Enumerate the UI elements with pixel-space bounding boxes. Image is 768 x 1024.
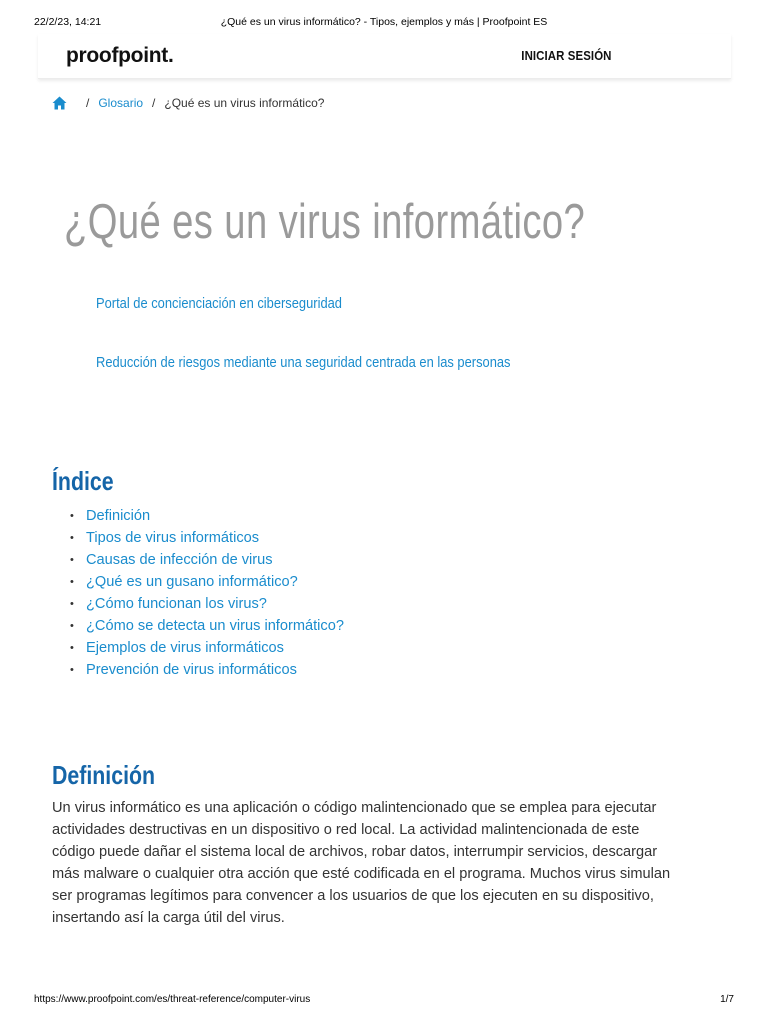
- bullet-icon: •: [70, 664, 74, 676]
- promo-link-awareness-portal[interactable]: Portal de concienciación en ciberseguridad: [96, 295, 342, 312]
- promo-link-people-centric-security[interactable]: Reducción de riesgos mediante una seguridad centrada en las personas: [96, 354, 511, 371]
- toc-link-gusano[interactable]: ¿Qué es un gusano informático?: [86, 574, 298, 590]
- definition-paragraph: [52, 797, 732, 929]
- bullet-icon: •: [70, 554, 74, 566]
- bullet-icon: •: [70, 620, 74, 632]
- definition-heading: Definición: [52, 760, 156, 790]
- page-title: ¿Qué es un virus informático?: [64, 195, 586, 249]
- bullet-icon: •: [70, 576, 74, 588]
- breadcrumb-separator: /: [86, 96, 90, 110]
- definition-line: Un virus informático es una aplicación o código malintencionado que se emplea para ejecutar: [52, 800, 657, 816]
- home-icon[interactable]: [52, 96, 67, 110]
- definition-line: más malware o cualquier otra acción que esté codificada en el programa. Muchos virus simulan: [52, 866, 671, 882]
- toc-item: [70, 593, 344, 615]
- toc-item: [70, 549, 344, 571]
- toc-item: [70, 659, 344, 681]
- table-of-contents: [70, 505, 344, 681]
- toc-item: [70, 527, 344, 549]
- print-page-number: 1/7: [720, 994, 734, 1005]
- bullet-icon: •: [70, 642, 74, 654]
- site-header: [38, 34, 731, 79]
- toc-link-funcionan[interactable]: ¿Cómo funcionan los virus?: [86, 596, 267, 612]
- bullet-icon: •: [70, 598, 74, 610]
- logo-text: proofpoint: [66, 44, 168, 67]
- logo-dot: .: [167, 44, 174, 67]
- proofpoint-logo[interactable]: [66, 44, 174, 68]
- index-heading: Índice: [52, 466, 114, 496]
- login-link[interactable]: INICIAR SESIÓN: [521, 48, 612, 63]
- definition-line: insertando así la carga útil del virus.: [52, 910, 285, 926]
- toc-link-causas[interactable]: Causas de infección de virus: [86, 552, 273, 568]
- bullet-icon: •: [70, 510, 74, 522]
- toc-link-definicion[interactable]: Definición: [86, 508, 151, 524]
- toc-link-tipos[interactable]: Tipos de virus informáticos: [86, 530, 260, 546]
- definition-line: ser programas legítimos para convencer a los usuarios de que los ejecuten en su dispositivo,: [52, 888, 654, 904]
- toc-item: [70, 615, 344, 637]
- toc-link-detecta[interactable]: ¿Cómo se detecta un virus informático?: [86, 618, 344, 634]
- toc-link-prevencion[interactable]: Prevención de virus informáticos: [86, 662, 297, 678]
- toc-item: [70, 571, 344, 593]
- breadcrumb-glossary-link[interactable]: Glosario: [98, 96, 144, 110]
- breadcrumb: [52, 95, 324, 111]
- definition-line: código puede dañar el sistema local de archivos, robar datos, interrumpir servicios, descargar: [52, 844, 658, 860]
- print-page-title: ¿Qué es un virus informático? - Tipos, ejemplos y más | Proofpoint ES: [220, 16, 548, 28]
- toc-item: [70, 505, 344, 527]
- print-datetime: 22/2/23, 14:21: [34, 16, 102, 28]
- bullet-icon: •: [70, 532, 74, 544]
- definition-line: actividades destructivas en un dispositivo o red local. La actividad malintencionada de este: [52, 822, 640, 838]
- breadcrumb-separator: /: [152, 96, 156, 110]
- toc-link-ejemplos[interactable]: Ejemplos de virus informáticos: [86, 640, 284, 656]
- toc-item: [70, 637, 344, 659]
- print-header: [34, 16, 734, 30]
- breadcrumb-current: ¿Qué es un virus informático?: [164, 96, 325, 110]
- print-url: https://www.proofpoint.com/es/threat-reference/computer-virus: [34, 994, 311, 1005]
